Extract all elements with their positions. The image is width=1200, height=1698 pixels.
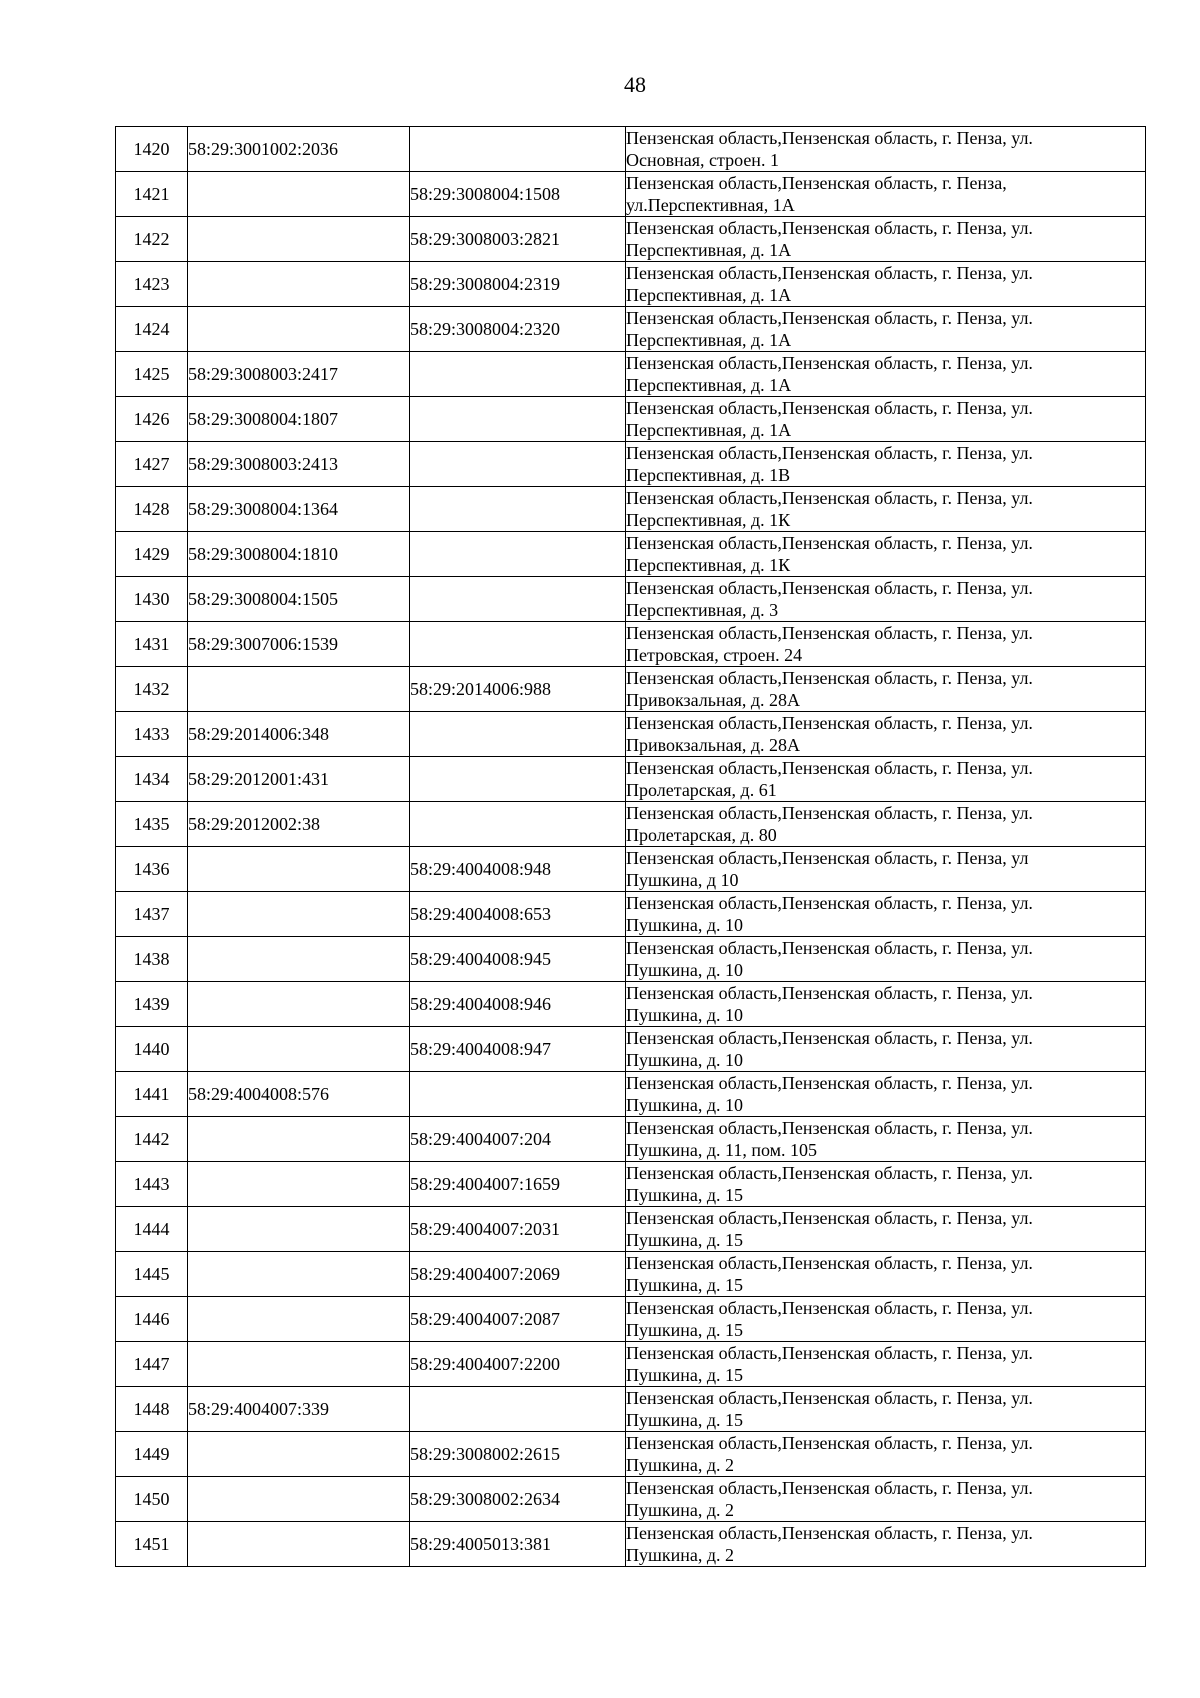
address-line-1: Пензенская область,Пензенская область, г. Пенза, ул.	[626, 353, 1033, 373]
building-cadastral-cell: 58:29:4004007:1659	[410, 1162, 626, 1207]
address-line-2: Перспективная, д. 1К	[626, 555, 791, 575]
table-row	[116, 487, 1146, 532]
address-line-1: Пензенская область,Пензенская область, г. Пенза, ул.	[626, 1208, 1033, 1228]
address-cell	[626, 757, 1146, 802]
row-number-cell: 1438	[116, 937, 188, 982]
address-line-1: Пензенская область,Пензенская область, г. Пенза, ул.	[626, 758, 1033, 778]
building-cadastral-cell: 58:29:3008004:2320	[410, 307, 626, 352]
address-line-2: Пушкина, д. 15	[626, 1410, 744, 1430]
address-line-1: Пензенская область,Пензенская область, г. Пенза, ул.	[626, 1523, 1033, 1543]
address-cell	[626, 1072, 1146, 1117]
address-line-1: Пензенская область,Пензенская область, г. Пенза, ул.	[626, 713, 1033, 733]
table-row	[116, 217, 1146, 262]
row-number-cell: 1433	[116, 712, 188, 757]
building-cadastral-cell	[410, 532, 626, 577]
address-cell	[626, 1387, 1146, 1432]
address-line-1: Пензенская область,Пензенская область, г. Пенза, ул.	[626, 1118, 1033, 1138]
row-number-cell: 1423	[116, 262, 188, 307]
address-line-2: Пушкина, д. 15	[626, 1275, 744, 1295]
row-number-cell: 1427	[116, 442, 188, 487]
building-cadastral-cell: 58:29:3008002:2615	[410, 1432, 626, 1477]
address-cell	[626, 532, 1146, 577]
row-number-cell: 1426	[116, 397, 188, 442]
building-cadastral-cell: 58:29:4004007:2069	[410, 1252, 626, 1297]
address-line-2: Пушкина, д. 11, пом. 105	[626, 1140, 818, 1160]
address-cell	[626, 1432, 1146, 1477]
address-line-2: Перспективная, д. 3	[626, 600, 779, 620]
address-line-2: Пушкина, д. 10	[626, 1095, 744, 1115]
table-row	[116, 442, 1146, 487]
building-cadastral-cell	[410, 487, 626, 532]
address-cell	[626, 307, 1146, 352]
address-line-2: Пушкина, д. 10	[626, 960, 744, 980]
row-number-cell: 1446	[116, 1297, 188, 1342]
address-cell	[626, 982, 1146, 1027]
address-cell	[626, 667, 1146, 712]
table-row	[116, 937, 1146, 982]
table-row	[116, 1477, 1146, 1522]
row-number-cell: 1420	[116, 127, 188, 172]
address-line-1: Пензенская область,Пензенская область, г. Пенза, ул.	[626, 308, 1033, 328]
row-number-cell: 1437	[116, 892, 188, 937]
land-cadastral-cell: 58:29:3008004:1505	[188, 577, 410, 622]
row-number-cell: 1443	[116, 1162, 188, 1207]
land-cadastral-cell	[188, 982, 410, 1027]
row-number-cell: 1439	[116, 982, 188, 1027]
row-number-cell: 1442	[116, 1117, 188, 1162]
address-line-1: Пензенская область,Пензенская область, г. Пенза, ул.	[626, 1433, 1033, 1453]
row-number-cell: 1422	[116, 217, 188, 262]
table-row	[116, 352, 1146, 397]
land-cadastral-cell	[188, 667, 410, 712]
address-cell	[626, 892, 1146, 937]
building-cadastral-cell	[410, 622, 626, 667]
address-line-1: Пензенская область,Пензенская область, г. Пенза, ул.	[626, 1478, 1033, 1498]
table-row	[116, 667, 1146, 712]
building-cadastral-cell: 58:29:3008004:2319	[410, 262, 626, 307]
address-line-2: Петровская, строен. 24	[626, 645, 803, 665]
address-line-2: Перспективная, д. 1К	[626, 510, 791, 530]
address-cell	[626, 577, 1146, 622]
table-row	[116, 1522, 1146, 1567]
row-number-cell: 1434	[116, 757, 188, 802]
row-number-cell: 1424	[116, 307, 188, 352]
address-line-1: Пензенская область,Пензенская область, г. Пенза, ул.	[626, 983, 1033, 1003]
building-cadastral-cell: 58:29:4004007:2031	[410, 1207, 626, 1252]
building-cadastral-cell	[410, 577, 626, 622]
address-line-1: Пензенская область,Пензенская область, г. Пенза, ул.	[626, 893, 1033, 913]
table-row	[116, 1342, 1146, 1387]
address-line-2: Пушкина, д. 2	[626, 1455, 735, 1475]
land-cadastral-cell: 58:29:4004008:576	[188, 1072, 410, 1117]
row-number-cell: 1444	[116, 1207, 188, 1252]
address-cell	[626, 262, 1146, 307]
address-line-2: Пролетарская, д. 80	[626, 825, 777, 845]
address-line-1: Пензенская область,Пензенская область, г. Пенза, ул.	[626, 443, 1033, 463]
building-cadastral-cell	[410, 1387, 626, 1432]
building-cadastral-cell	[410, 442, 626, 487]
table-row	[116, 622, 1146, 667]
address-cell	[626, 352, 1146, 397]
address-line-2: Пушкина, д. 2	[626, 1545, 735, 1565]
address-line-2: Перспективная, д. 1А	[626, 420, 792, 440]
address-cell	[626, 397, 1146, 442]
address-line-1: Пензенская область,Пензенская область, г. Пенза, ул.	[626, 488, 1033, 508]
building-cadastral-cell	[410, 802, 626, 847]
land-cadastral-cell: 58:29:3008003:2413	[188, 442, 410, 487]
address-cell	[626, 1162, 1146, 1207]
address-cell	[626, 1027, 1146, 1072]
address-cell	[626, 217, 1146, 262]
address-cell	[626, 802, 1146, 847]
address-cell	[626, 487, 1146, 532]
table-row	[116, 1297, 1146, 1342]
table-row	[116, 982, 1146, 1027]
address-line-1: Пензенская область,Пензенская область, г. Пенза, ул.	[626, 218, 1033, 238]
address-line-2: Пушкина, д. 15	[626, 1230, 744, 1250]
land-cadastral-cell: 58:29:3001002:2036	[188, 127, 410, 172]
table-row	[116, 1252, 1146, 1297]
address-cell	[626, 172, 1146, 217]
address-line-1: Пензенская область,Пензенская область, г. Пенза,	[626, 173, 1007, 193]
address-line-2: Пушкина, д. 15	[626, 1320, 744, 1340]
address-line-2: Пролетарская, д. 61	[626, 780, 777, 800]
land-cadastral-cell	[188, 1117, 410, 1162]
land-cadastral-cell	[188, 892, 410, 937]
address-line-1: Пензенская область,Пензенская область, г. Пенза, ул.	[626, 1163, 1033, 1183]
table-row	[116, 1207, 1146, 1252]
building-cadastral-cell: 58:29:2014006:988	[410, 667, 626, 712]
building-cadastral-cell: 58:29:4004007:2200	[410, 1342, 626, 1387]
address-line-1: Пензенская область,Пензенская область, г. Пенза, ул.	[626, 128, 1033, 148]
land-cadastral-cell: 58:29:2014006:348	[188, 712, 410, 757]
table-row	[116, 307, 1146, 352]
table-row	[116, 1432, 1146, 1477]
land-cadastral-cell	[188, 1342, 410, 1387]
row-number-cell: 1428	[116, 487, 188, 532]
row-number-cell: 1449	[116, 1432, 188, 1477]
building-cadastral-cell	[410, 352, 626, 397]
land-cadastral-cell	[188, 1207, 410, 1252]
land-cadastral-cell: 58:29:3007006:1539	[188, 622, 410, 667]
address-line-1: Пензенская область,Пензенская область, г. Пенза, ул.	[626, 263, 1033, 283]
address-line-2: Перспективная, д. 1В	[626, 465, 791, 485]
address-line-1: Пензенская область,Пензенская область, г. Пенза, ул.	[626, 398, 1033, 418]
address-line-2: Перспективная, д. 1А	[626, 285, 792, 305]
address-line-1: Пензенская область,Пензенская область, г. Пенза, ул	[626, 848, 1029, 868]
address-line-2: Пушкина, д. 10	[626, 915, 744, 935]
address-line-2: Пушкина, д. 15	[626, 1365, 744, 1385]
address-line-2: Пушкина, д. 10	[626, 1050, 744, 1070]
table-row	[116, 1162, 1146, 1207]
table-row	[116, 262, 1146, 307]
page-number: 48	[624, 72, 646, 97]
row-number-cell: 1450	[116, 1477, 188, 1522]
land-cadastral-cell: 58:29:2012001:431	[188, 757, 410, 802]
address-line-2: Привокзальная, д. 28А	[626, 690, 801, 710]
land-cadastral-cell	[188, 172, 410, 217]
address-line-2: Привокзальная, д. 28А	[626, 735, 801, 755]
address-cell	[626, 622, 1146, 667]
address-line-2: Перспективная, д. 1А	[626, 375, 792, 395]
address-line-2: Пушкина, д. 15	[626, 1185, 744, 1205]
building-cadastral-cell: 58:29:3008004:1508	[410, 172, 626, 217]
land-cadastral-cell	[188, 937, 410, 982]
address-cell	[626, 847, 1146, 892]
address-line-2: Перспективная, д. 1А	[626, 330, 792, 350]
land-cadastral-cell: 58:29:2012002:38	[188, 802, 410, 847]
address-line-2: ул.Перспективная, 1А	[626, 195, 795, 215]
row-number-cell: 1447	[116, 1342, 188, 1387]
row-number-cell: 1448	[116, 1387, 188, 1432]
land-cadastral-cell	[188, 1162, 410, 1207]
land-cadastral-cell	[188, 1027, 410, 1072]
table-row	[116, 1027, 1146, 1072]
address-line-2: Пушкина, д. 2	[626, 1500, 735, 1520]
address-cell	[626, 1252, 1146, 1297]
land-cadastral-cell	[188, 262, 410, 307]
land-cadastral-cell	[188, 1522, 410, 1567]
building-cadastral-cell	[410, 757, 626, 802]
address-cell	[626, 1297, 1146, 1342]
building-cadastral-cell: 58:29:4004008:945	[410, 937, 626, 982]
row-number-cell: 1436	[116, 847, 188, 892]
address-line-1: Пензенская область,Пензенская область, г. Пенза, ул.	[626, 533, 1033, 553]
address-cell	[626, 1342, 1146, 1387]
table-row	[116, 1072, 1146, 1117]
property-table	[115, 126, 1146, 1567]
address-line-1: Пензенская область,Пензенская область, г. Пенза, ул.	[626, 623, 1033, 643]
land-cadastral-cell: 58:29:4004007:339	[188, 1387, 410, 1432]
address-cell	[626, 127, 1146, 172]
address-cell	[626, 1522, 1146, 1567]
table-row	[116, 172, 1146, 217]
row-number-cell: 1425	[116, 352, 188, 397]
building-cadastral-cell: 58:29:4004008:653	[410, 892, 626, 937]
row-number-cell: 1440	[116, 1027, 188, 1072]
address-cell	[626, 1477, 1146, 1522]
table-row	[116, 532, 1146, 577]
address-cell	[626, 1207, 1146, 1252]
building-cadastral-cell: 58:29:4004008:948	[410, 847, 626, 892]
land-cadastral-cell	[188, 1432, 410, 1477]
row-number-cell: 1421	[116, 172, 188, 217]
building-cadastral-cell	[410, 397, 626, 442]
address-line-1: Пензенская область,Пензенская область, г. Пенза, ул.	[626, 803, 1033, 823]
building-cadastral-cell: 58:29:3008003:2821	[410, 217, 626, 262]
address-cell	[626, 712, 1146, 757]
address-line-1: Пензенская область,Пензенская область, г. Пенза, ул.	[626, 1343, 1033, 1363]
address-line-1: Пензенская область,Пензенская область, г. Пенза, ул.	[626, 1028, 1033, 1048]
row-number-cell: 1441	[116, 1072, 188, 1117]
land-cadastral-cell	[188, 307, 410, 352]
table-row	[116, 1117, 1146, 1162]
building-cadastral-cell: 58:29:4004007:2087	[410, 1297, 626, 1342]
land-cadastral-cell: 58:29:3008004:1807	[188, 397, 410, 442]
table-body	[116, 127, 1146, 1567]
land-cadastral-cell: 58:29:3008004:1810	[188, 532, 410, 577]
table-row	[116, 847, 1146, 892]
land-cadastral-cell	[188, 1297, 410, 1342]
land-cadastral-cell: 58:29:3008003:2417	[188, 352, 410, 397]
row-number-cell: 1429	[116, 532, 188, 577]
address-cell	[626, 442, 1146, 487]
row-number-cell: 1431	[116, 622, 188, 667]
table-row	[116, 712, 1146, 757]
row-number-cell: 1435	[116, 802, 188, 847]
land-cadastral-cell: 58:29:3008004:1364	[188, 487, 410, 532]
building-cadastral-cell: 58:29:4004008:946	[410, 982, 626, 1027]
address-cell	[626, 1117, 1146, 1162]
address-line-1: Пензенская область,Пензенская область, г. Пенза, ул.	[626, 1073, 1033, 1093]
table-row	[116, 397, 1146, 442]
address-line-1: Пензенская область,Пензенская область, г. Пенза, ул.	[626, 1253, 1033, 1273]
row-number-cell: 1445	[116, 1252, 188, 1297]
address-line-1: Пензенская область,Пензенская область, г. Пенза, ул.	[626, 938, 1033, 958]
address-line-2: Пушкина, д 10	[626, 870, 739, 890]
land-cadastral-cell	[188, 217, 410, 262]
row-number-cell: 1432	[116, 667, 188, 712]
building-cadastral-cell: 58:29:4004007:204	[410, 1117, 626, 1162]
address-line-1: Пензенская область,Пензенская область, г. Пенза, ул.	[626, 1388, 1033, 1408]
building-cadastral-cell	[410, 1072, 626, 1117]
table-row	[116, 802, 1146, 847]
table-row	[116, 757, 1146, 802]
building-cadastral-cell: 58:29:4005013:381	[410, 1522, 626, 1567]
address-line-1: Пензенская область,Пензенская область, г. Пенза, ул.	[626, 578, 1033, 598]
row-number-cell: 1430	[116, 577, 188, 622]
address-line-2: Основная, строен. 1	[626, 150, 779, 170]
building-cadastral-cell	[410, 127, 626, 172]
address-cell	[626, 937, 1146, 982]
land-cadastral-cell	[188, 847, 410, 892]
land-cadastral-cell	[188, 1252, 410, 1297]
building-cadastral-cell: 58:29:3008002:2634	[410, 1477, 626, 1522]
address-line-2: Пушкина, д. 10	[626, 1005, 744, 1025]
row-number-cell: 1451	[116, 1522, 188, 1567]
table-row	[116, 127, 1146, 172]
address-line-2: Перспективная, д. 1А	[626, 240, 792, 260]
building-cadastral-cell: 58:29:4004008:947	[410, 1027, 626, 1072]
land-cadastral-cell	[188, 1477, 410, 1522]
building-cadastral-cell	[410, 712, 626, 757]
address-line-1: Пензенская область,Пензенская область, г. Пенза, ул.	[626, 1298, 1033, 1318]
table-row	[116, 577, 1146, 622]
address-line-1: Пензенская область,Пензенская область, г. Пенза, ул.	[626, 668, 1033, 688]
table-row	[116, 892, 1146, 937]
table-row	[116, 1387, 1146, 1432]
